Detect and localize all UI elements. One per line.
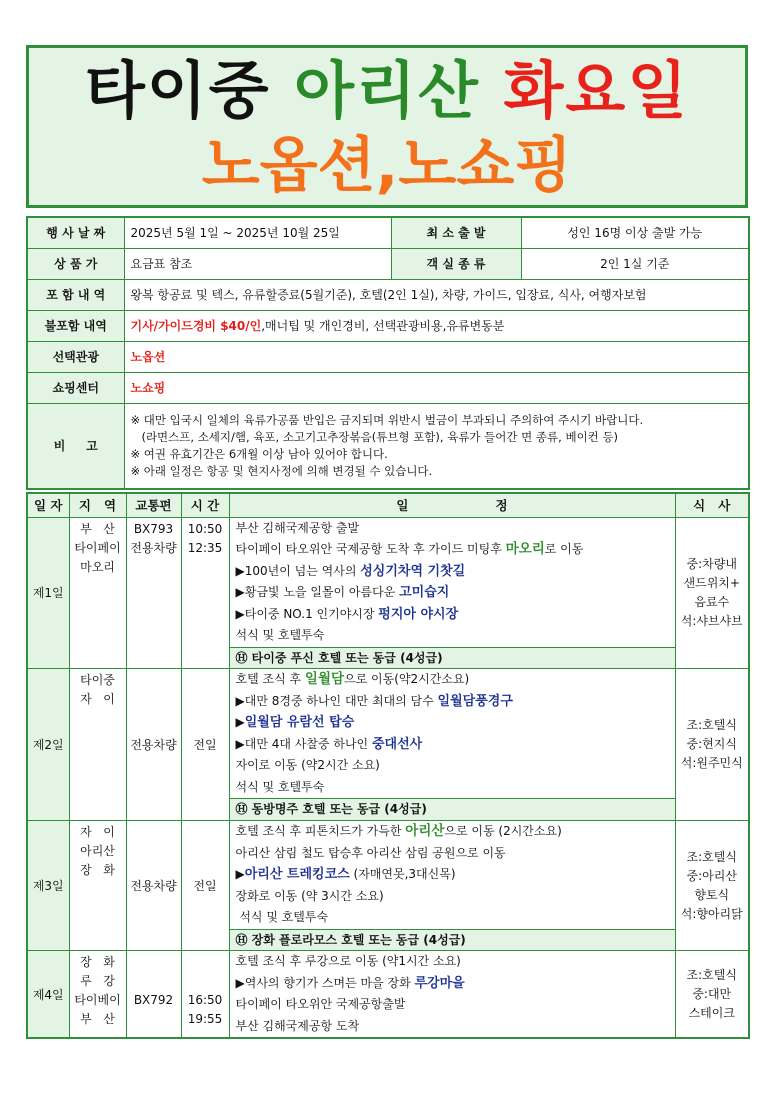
meal-item: 석:원주민식 (680, 756, 743, 770)
itinerary-line: ▶역사의 향기가 스며든 마을 장화 루강마을 (235, 975, 465, 991)
itinerary-line: 호텔 조식 후 루강으로 이동 (약1시간 소요) (235, 954, 461, 968)
itinerary-line: 타이페이 타오위안 국제공항출발 (235, 997, 406, 1011)
info-row-include (27, 279, 749, 310)
include-value: 왕복 항공료 및 텍스, 유류할증료(5월기준), 호텔(2인 1실), 차량, 가이드, 입장료, 식사, 여행자보험 (124, 279, 749, 310)
note-line: ※ 여권 유효기간은 6개월 이상 남아 있어야 합니다. (130, 446, 388, 461)
region-cell (69, 669, 126, 821)
region-name: 부 산 (80, 1012, 115, 1026)
itinerary-cell (229, 517, 675, 669)
meal-item: 중:대만 (692, 986, 732, 1001)
notes-label: 비 고 (27, 403, 124, 489)
itinerary-line: 아리산 삼림 철도 탑승후 아리산 삼림 공원으로 이동 (235, 845, 506, 860)
itinerary-line: ▶대만 8경중 하나인 대만 최대의 담수 일월담풍경구 (235, 693, 513, 709)
itinerary-line: 석식 및 호텔투숙 (235, 779, 325, 794)
meal-cell (675, 669, 749, 821)
meal-item: 향토식 (694, 887, 730, 902)
header-region: 지 역 (69, 493, 126, 517)
header-transport: 교통편 (126, 493, 181, 517)
region-cell (69, 517, 126, 669)
day-label: 제2일 (27, 669, 69, 821)
day-label: 제3일 (27, 821, 69, 951)
title-line-1 (29, 54, 745, 128)
itinerary-line: ▶100년이 넘는 역사의 성싱기차역 기찻길 (235, 563, 466, 579)
schedule-row-day2 (27, 669, 749, 821)
itinerary-line: 석식 및 호텔투숙 (235, 910, 329, 924)
region-name: 타이베이 (74, 993, 121, 1007)
meal-item: 중:차량내 (686, 556, 737, 571)
region-name: 장 화 (80, 863, 115, 877)
title-line-2: 노옵션,노쇼핑 (201, 131, 573, 201)
schedule-header-row (27, 493, 749, 517)
meal-item: 조:호텔식 (686, 718, 737, 732)
meal-item: 조:호텔식 (686, 967, 737, 982)
info-row-notes (27, 403, 749, 489)
meal-item: 중:현지식 (686, 737, 737, 751)
option-value: 노옵션 (124, 341, 749, 372)
shopping-value: 노쇼핑 (124, 372, 749, 403)
meal-item: 조:호텔식 (686, 849, 737, 864)
meal-cell (675, 821, 749, 951)
time-value: 12:35 (187, 540, 223, 555)
schedule-row-day1 (27, 517, 749, 669)
itinerary-line: ▶타이중 NO.1 인기야시장 펑지아 야시장 (235, 606, 459, 622)
price-value: 요금표 참조 (124, 248, 391, 279)
meal-item: 음료수 (694, 594, 730, 609)
time-cell (181, 517, 229, 669)
time-cell: 전일 (181, 821, 229, 951)
title-part-alishan: 아리산 (294, 54, 480, 127)
info-row-shopping (27, 372, 749, 403)
hotel-line: Ⓗ 동방명주 호텔 또는 동급 (4성급) (230, 798, 675, 820)
header-time: 시 간 (181, 493, 229, 517)
meal-cell (675, 951, 749, 1039)
hotel-line: Ⓗ 타이중 푸신 호텔 또는 동급 (4성급) (230, 647, 675, 669)
time-value: 16:50 (187, 993, 223, 1007)
transport-type: 전용차량 (130, 540, 177, 555)
region-cell (69, 821, 126, 951)
header-meal: 식 사 (675, 493, 749, 517)
schedule-row-day4 (27, 951, 749, 1039)
min-departure-value: 성인 16명 이상 출발 가능 (521, 217, 749, 248)
itinerary-line: ▶대만 4대 사찰중 하나인 중대선사 (235, 736, 423, 752)
day-label: 제1일 (27, 517, 69, 669)
note-line: ※ 아래 일정은 항공 및 현지사정에 의해 변경될 수 있습니다. (130, 463, 433, 478)
schedule-table (26, 492, 750, 1039)
transport-cell: 전용차량 (126, 669, 181, 821)
itinerary-line: 장화로 이동 (약 3시간 소요) (235, 888, 384, 903)
note-line: (라면스프, 소세지/햄, 육포, 소고기고추장볶음(튜브형 포함), 육류가 들어간 면 종류, 베이컨 등) (130, 429, 619, 444)
region-cell (69, 951, 126, 1039)
info-row-price (27, 248, 749, 279)
meal-item: 석:샤브샤브 (680, 613, 743, 628)
price-label: 상 품 가 (27, 248, 124, 279)
time-cell: 전일 (181, 669, 229, 821)
min-departure-label: 최 소 출 발 (391, 217, 521, 248)
region-name: 자 이 (80, 825, 115, 839)
info-row-option (27, 341, 749, 372)
region-name: 장 화 (80, 955, 115, 969)
meal-item: 스테이크 (688, 1005, 735, 1020)
hotel-line: Ⓗ 장화 플로라모스 호텔 또는 동급 (4성급) (230, 929, 675, 951)
meal-item: 석:향아리닭 (680, 906, 743, 921)
region-name: 타이페이 (74, 540, 121, 555)
exclude-rest-text: ,매너팁 및 개인경비, 선택관광비용,유류변동분 (261, 319, 505, 333)
itinerary-line: 호텔 조식 후 피톤치드가 가득한 아리산으로 이동 (2시간소요) (235, 823, 562, 839)
header-day: 일 자 (27, 493, 69, 517)
info-row-exclude (27, 310, 749, 341)
meal-cell (675, 517, 749, 669)
region-name: 아리산 (80, 844, 115, 858)
itinerary-cell (229, 821, 675, 951)
region-name: 자 이 (80, 692, 115, 706)
title-part-taichung: 타이중 (84, 54, 271, 127)
itinerary-line: 석식 및 호텔투숙 (235, 628, 325, 642)
itinerary-line: 부산 김해국제공항 도착 (235, 1018, 360, 1033)
time-value: 10:50 (187, 521, 223, 536)
guide-fee-text: 기사/가이드경비 $40/인 (130, 319, 262, 333)
transport-cell: 전용차량 (126, 821, 181, 951)
note-line: ※ 대만 입국시 일체의 육류가공품 반입은 금지되며 위반시 벌금이 부과되니 주의하여 주시기 바랍니다. (130, 412, 644, 427)
itinerary-line: ▶아리산 트레킹코스 (자매연못,3대신목) (235, 867, 456, 882)
flight-number: BX793 (133, 521, 174, 536)
day-label: 제4일 (27, 951, 69, 1039)
time-cell (181, 951, 229, 1039)
title-part-tuesday: 화요일 (503, 54, 690, 127)
itinerary-cell (229, 669, 675, 821)
flight-number: BX792 (133, 993, 174, 1007)
header-itinerary: 일 정 (229, 493, 675, 517)
itinerary-line: 타이페이 타오위안 국제공항 도착 후 가이드 미팅후 마오리로 이동 (235, 541, 584, 557)
notes-value (124, 403, 749, 489)
region-name: 루 강 (80, 974, 115, 988)
itinerary-cell (229, 951, 675, 1039)
exclude-label: 불포함 내역 (27, 310, 124, 341)
itinerary-line: ▶일월담 유람선 탑승 (235, 715, 355, 730)
period-label: 행 사 날 짜 (27, 217, 124, 248)
shopping-label: 쇼핑센터 (27, 372, 124, 403)
region-name: 부 산 (80, 521, 115, 536)
itinerary-line: ▶황금빛 노을 일몰이 아름다운 고미습지 (235, 585, 450, 600)
schedule-row-day3 (27, 821, 749, 951)
region-name: 타이중 (80, 673, 115, 687)
region-name: 마오리 (80, 559, 115, 574)
option-label: 선택관광 (27, 341, 124, 372)
info-table (26, 216, 750, 490)
period-value: 2025년 5월 1일 ~ 2025년 10월 25일 (124, 217, 391, 248)
transport-cell (126, 517, 181, 669)
info-row-period (27, 217, 749, 248)
include-label: 포 함 내 역 (27, 279, 124, 310)
meal-item: 샌드위치+ (683, 575, 740, 590)
meal-item: 중:아리산 (686, 868, 737, 883)
itinerary-line: 호텔 조식 후 일월담으로 이동(약2시간소요) (235, 671, 470, 687)
room-type-value: 2인 1실 기준 (521, 248, 749, 279)
itinerary-line: 자이로 이동 (약2시간 소요) (235, 758, 380, 772)
exclude-value (124, 310, 749, 341)
transport-cell (126, 951, 181, 1039)
time-value: 19:55 (187, 1012, 223, 1026)
itinerary-line: 부산 김해국제공항 출발 (235, 520, 360, 535)
room-type-label: 객 실 종 류 (391, 248, 521, 279)
title-banner (26, 45, 748, 208)
